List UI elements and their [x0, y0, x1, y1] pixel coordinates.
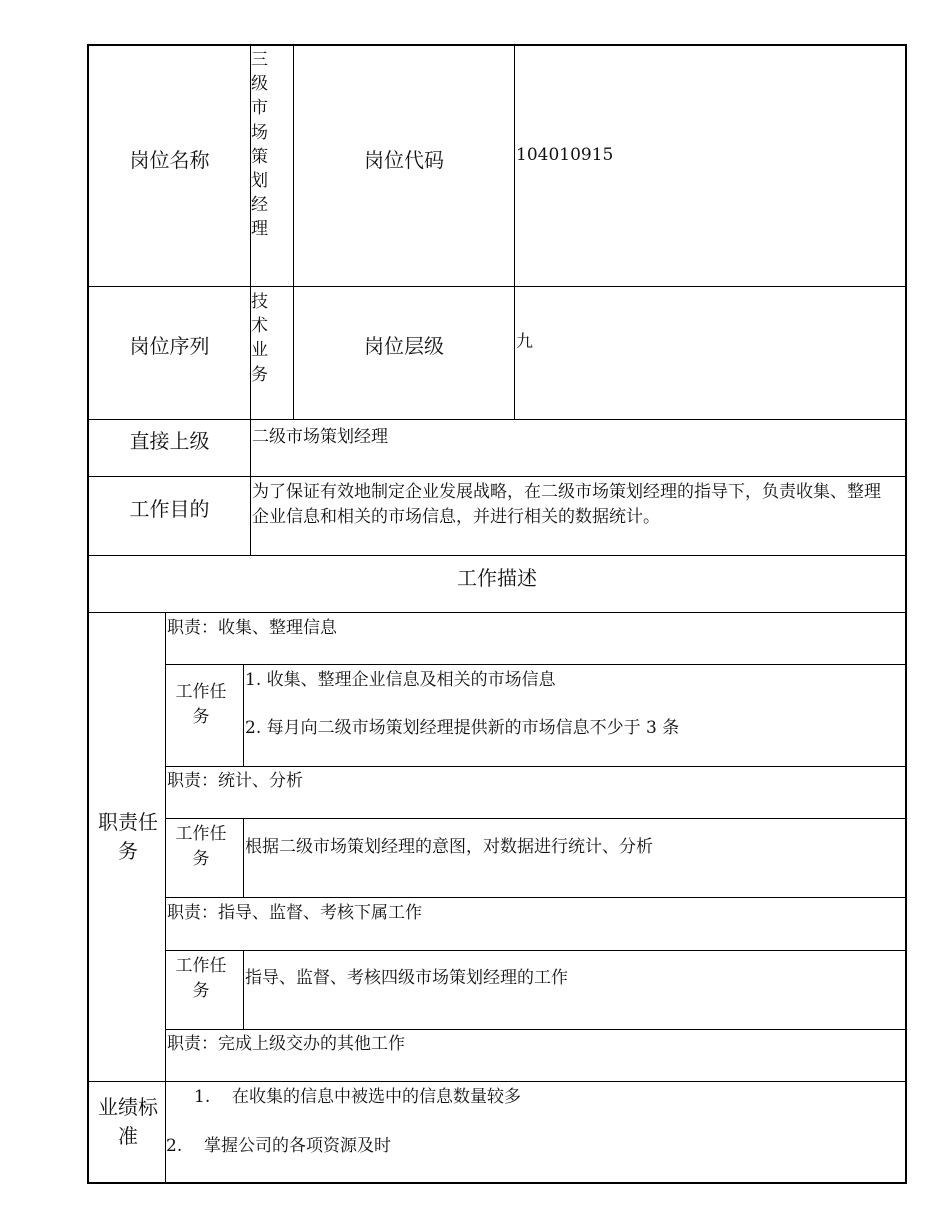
post-code-label: 岗位代码: [364, 148, 444, 172]
performance-item-number: 1.: [194, 1087, 211, 1107]
task-label: 工作任务: [175, 824, 227, 869]
duty-title: 职责：收集、整理信息: [167, 618, 337, 638]
post-name-label: 岗位名称: [129, 148, 210, 172]
performance-item-text: 掌握公司的各项资源及时: [204, 1136, 391, 1156]
sequence-label: 岗位序列: [129, 334, 210, 358]
performance-label: 业绩标准: [98, 1095, 158, 1148]
performance-item-text: 在收集的信息中被选中的信息数量较多: [232, 1087, 521, 1107]
superior-value: 二级市场策划经理: [252, 427, 388, 447]
task-item: 1. 收集、整理企业信息及相关的市场信息: [245, 670, 556, 690]
task-label: 工作任务: [175, 682, 227, 727]
duty-title: 职责：统计、分析: [167, 771, 303, 791]
task-item: 2. 每月向二级市场策划经理提供新的市场信息不少于 3 条: [245, 718, 680, 738]
post-name-value: 三级市场策划经理: [251, 50, 268, 240]
superior-label: 直接上级: [129, 429, 210, 453]
level-label: 岗位层级: [364, 334, 444, 358]
post-code-value: 104010915: [516, 145, 614, 165]
purpose-value: 为了保证有效地制定企业发展战略，在二级市场策划经理的指导下，负责收集、整理企业信息和相关的市场信息，并进行相关的数据统计。: [252, 482, 881, 527]
level-value: 九: [516, 332, 533, 352]
duty-title: 职责：完成上级交办的其他工作: [167, 1034, 405, 1054]
task-item: 根据二级市场策划经理的意图，对数据进行统计、分析: [245, 837, 653, 857]
duties-label: 职责任务: [98, 810, 158, 863]
sequence-value: 技术业务: [251, 292, 268, 385]
task-label: 工作任务: [175, 956, 227, 1001]
section-title: 工作描述: [457, 566, 537, 590]
performance-item-number: 2.: [166, 1136, 183, 1156]
duty-title: 职责：指导、监督、考核下属工作: [167, 903, 422, 923]
purpose-label: 工作目的: [129, 497, 210, 521]
task-item: 指导、监督、考核四级市场策划经理的工作: [245, 968, 568, 988]
